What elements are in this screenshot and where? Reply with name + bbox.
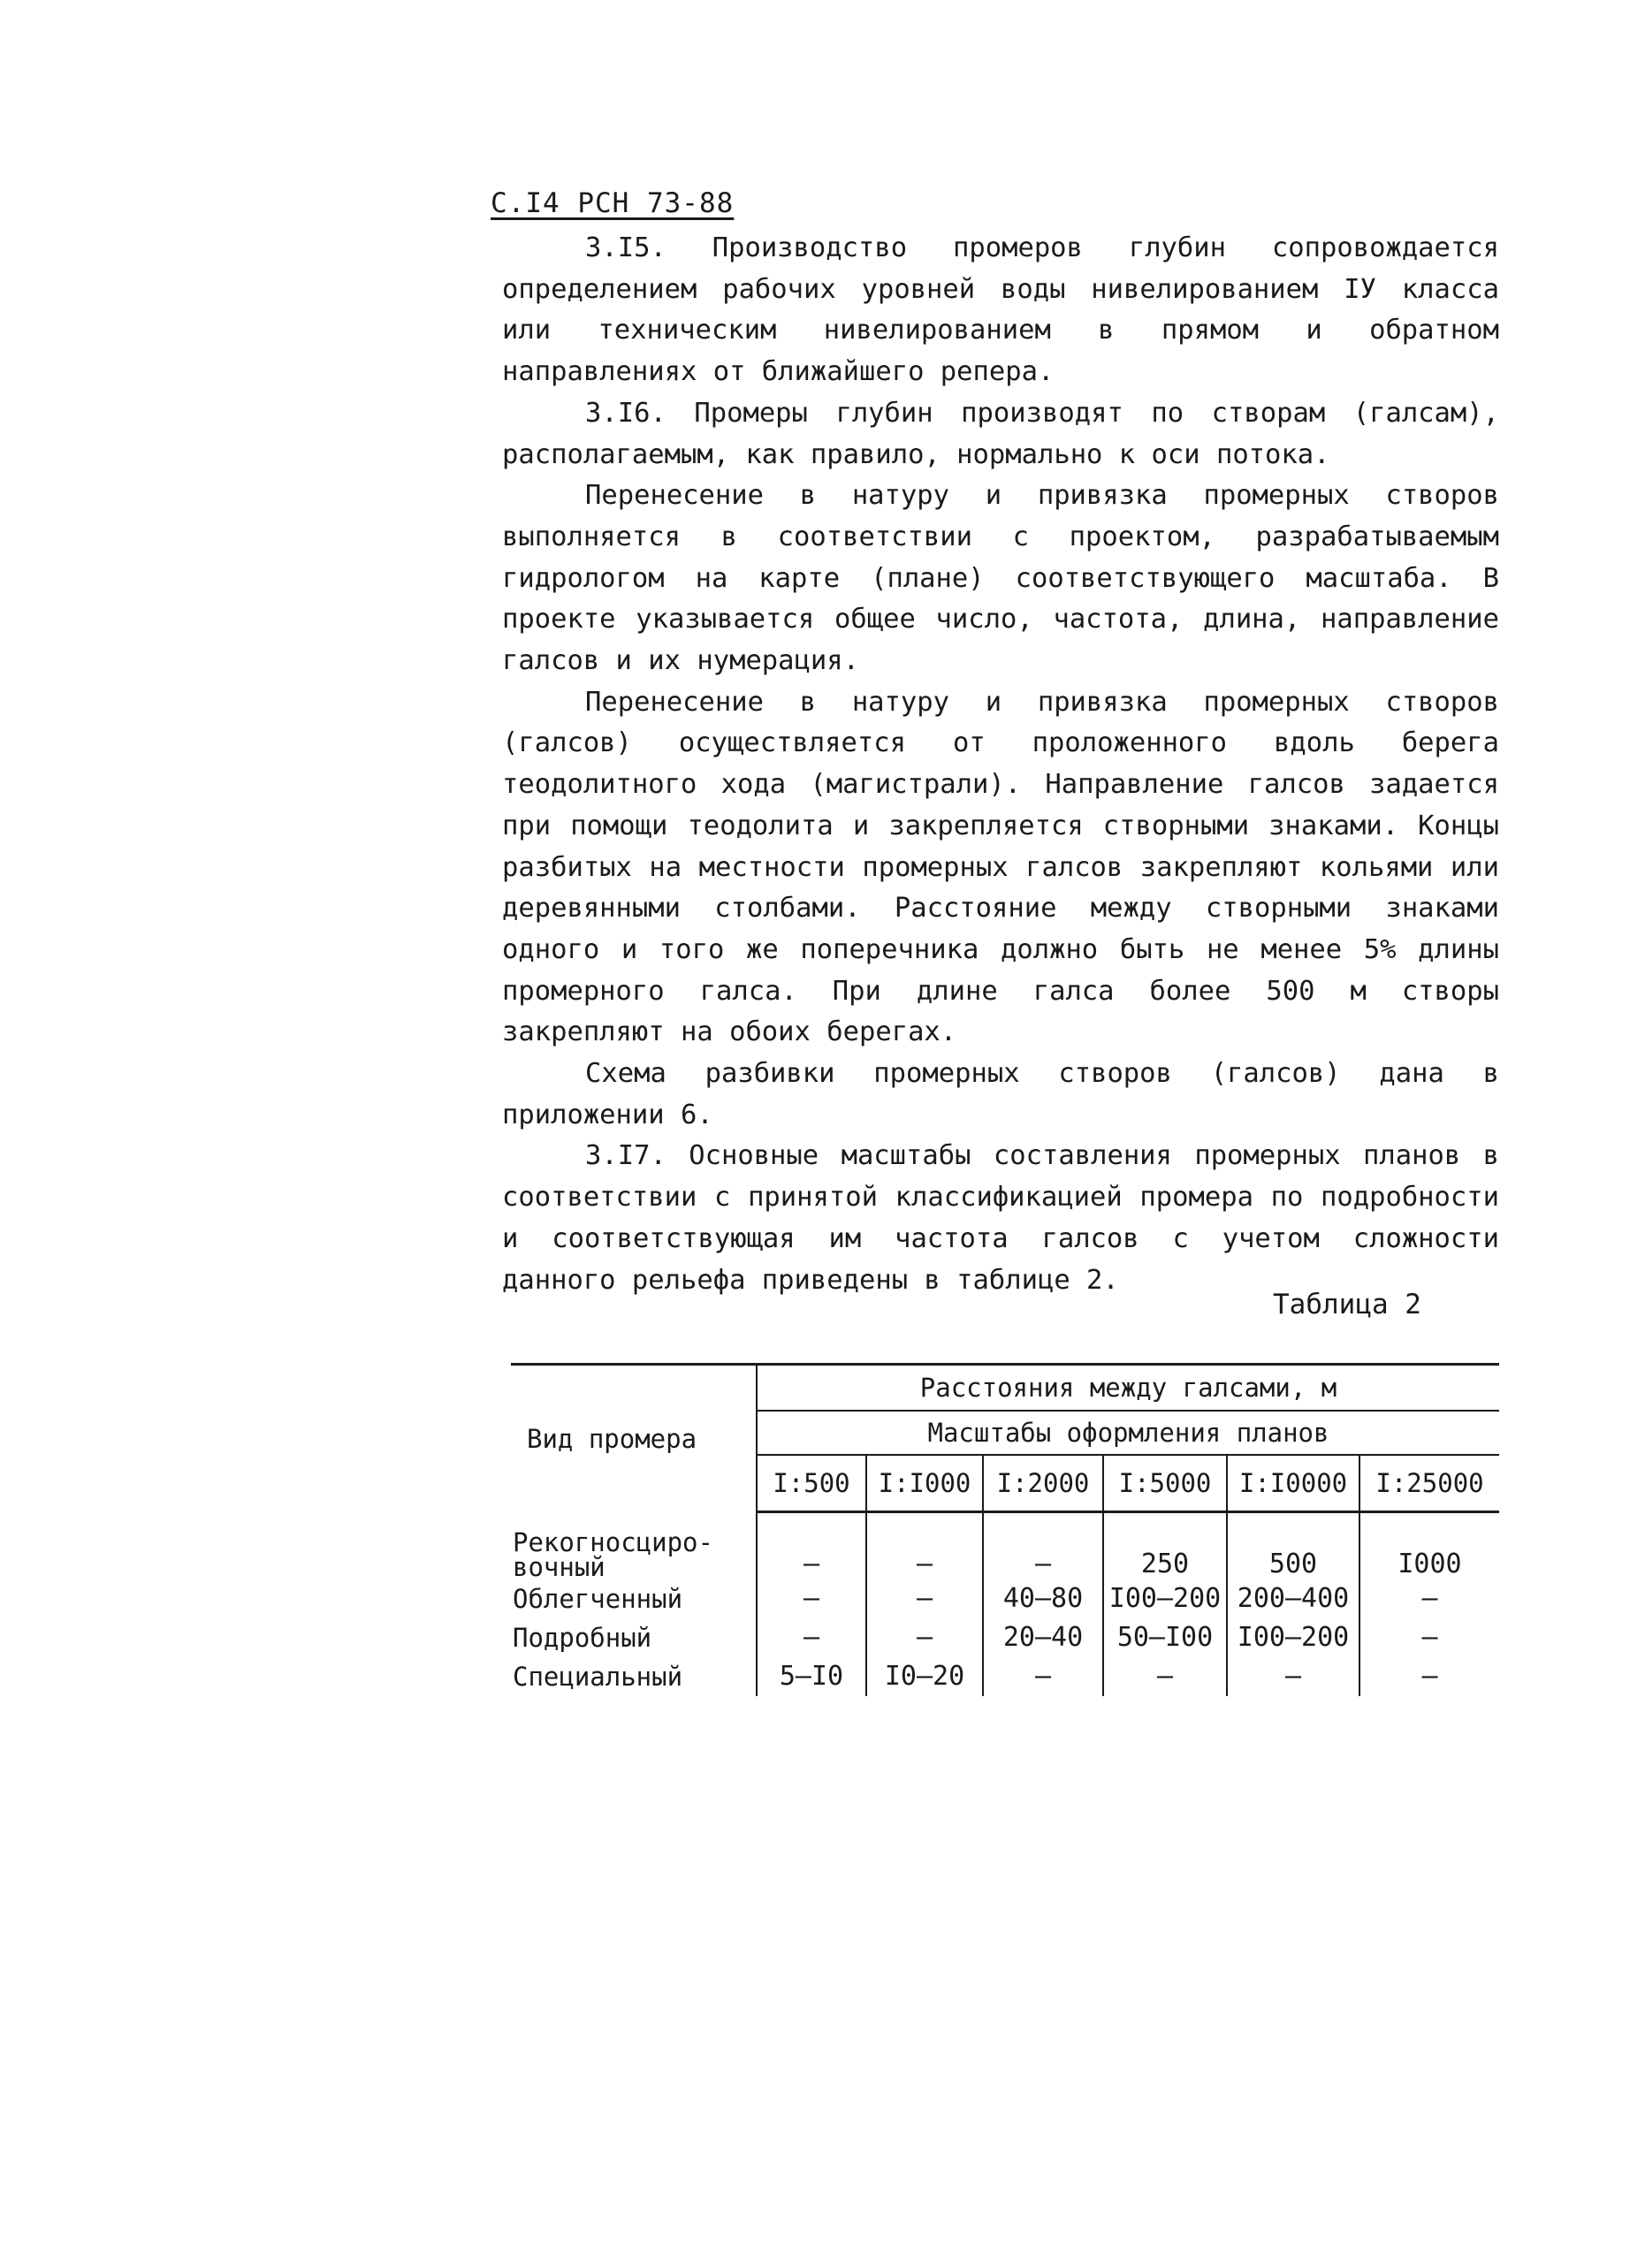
table-cell: 40–80 bbox=[983, 1579, 1103, 1618]
table-cell: I00–200 bbox=[1103, 1579, 1227, 1618]
table-cell: – bbox=[1359, 1579, 1499, 1618]
page-header: С.I4 РСН 73-88 bbox=[491, 187, 735, 219]
row-kind: Подробный bbox=[513, 1622, 652, 1653]
table-cell: 50–I00 bbox=[1103, 1618, 1227, 1657]
table-caption: Таблица 2 bbox=[1273, 1289, 1421, 1320]
scale-header: I:25000 bbox=[1359, 1455, 1499, 1512]
scale-header: I:5000 bbox=[1103, 1455, 1227, 1512]
table-cell: – bbox=[866, 1512, 983, 1579]
paragraph-3-15: 3.I5. Производство промеров глубин сопровождается определением рабочих уровней воды нивелированием IУ класса или техническим нивелированием в прямом и обратном направлениях от ближайшего репера. bbox=[502, 232, 1499, 388]
distance-header: Расстояния между галсами, м bbox=[757, 1365, 1499, 1412]
table-cell: – bbox=[757, 1579, 866, 1618]
body-text bbox=[502, 228, 1499, 1301]
row-kind: Рекогносциро-вочный bbox=[513, 1526, 713, 1582]
scale-header: I:I000 bbox=[866, 1455, 983, 1512]
table-cell: 5–I0 bbox=[757, 1657, 866, 1696]
table-row bbox=[511, 1512, 1499, 1579]
table-cell: 500 bbox=[1227, 1512, 1359, 1579]
row-kind: Облегченный bbox=[513, 1583, 683, 1614]
table-cell: – bbox=[1359, 1657, 1499, 1696]
table-row bbox=[511, 1657, 1499, 1696]
table-cell: – bbox=[983, 1512, 1103, 1579]
table-cell: – bbox=[1359, 1618, 1499, 1657]
scale-header: I:2000 bbox=[983, 1455, 1103, 1512]
paragraph-transfer-project: Перенесение в натуру и привязка промерных створов выполняется в соответствии с проектом, разрабатываемым гидрологом на карте (плане) соответствующего масштаба. В проекте указывается общее число, частота, длина, направление галсов и их нумерация. bbox=[502, 480, 1499, 677]
scale-header: I:I0000 bbox=[1227, 1455, 1359, 1512]
scales-header: Масштабы оформления планов bbox=[757, 1411, 1499, 1455]
kind-header-label: Вид промера bbox=[527, 1423, 697, 1454]
kind-column-header bbox=[511, 1365, 757, 1512]
table-cell: I000 bbox=[1359, 1512, 1499, 1579]
table-cell: 250 bbox=[1103, 1512, 1227, 1579]
paragraph-transfer-traverse: Перенесение в натуру и привязка промерных створов (галсов) осуществляется от проложенного вдоль берега теодолитного хода (магистрали). Направление галсов задается при помощи теодолита и закрепляется створными знаками. Концы разбитых на местности промерных галсов закрепляют кольями или деревянными столбами. Расстояние между створными знаками одного и того же поперечника должно быть не менее 5% длины промерного галса. При длине галса более 500 м створы закрепляют на обоих берегах. bbox=[502, 686, 1499, 1048]
table-cell: – bbox=[1103, 1657, 1227, 1696]
paragraph-scheme: Схема разбивки промерных створов (галсов) дана в приложении 6. bbox=[502, 1058, 1499, 1130]
table-row bbox=[511, 1618, 1499, 1657]
table-cell: 200–400 bbox=[1227, 1579, 1359, 1618]
table-cell: – bbox=[983, 1657, 1103, 1696]
table-row bbox=[511, 1579, 1499, 1618]
table-cell: I00–200 bbox=[1227, 1618, 1359, 1657]
sounding-table bbox=[511, 1363, 1499, 1696]
table-cell: I0–20 bbox=[866, 1657, 983, 1696]
table-cell: – bbox=[1227, 1657, 1359, 1696]
table-cell: 20–40 bbox=[983, 1618, 1103, 1657]
table-cell: – bbox=[757, 1512, 866, 1579]
table-cell: – bbox=[866, 1618, 983, 1657]
row-kind: Специальный bbox=[513, 1661, 683, 1692]
table-cell: – bbox=[757, 1618, 866, 1657]
scale-header: I:500 bbox=[757, 1455, 866, 1512]
paragraph-3-16: 3.I6. Промеры глубин производят по створам (галсам), располагаемым, как правило, нормально к оси потока. bbox=[502, 397, 1499, 470]
table-cell: – bbox=[866, 1579, 983, 1618]
paragraph-3-17: 3.I7. Основные масштабы составления промерных планов в соответствии с принятой классификацией промера по подробности и соответствующая им частота галсов с учетом сложности данного рельефа приведены в таблице 2. bbox=[502, 1140, 1499, 1296]
